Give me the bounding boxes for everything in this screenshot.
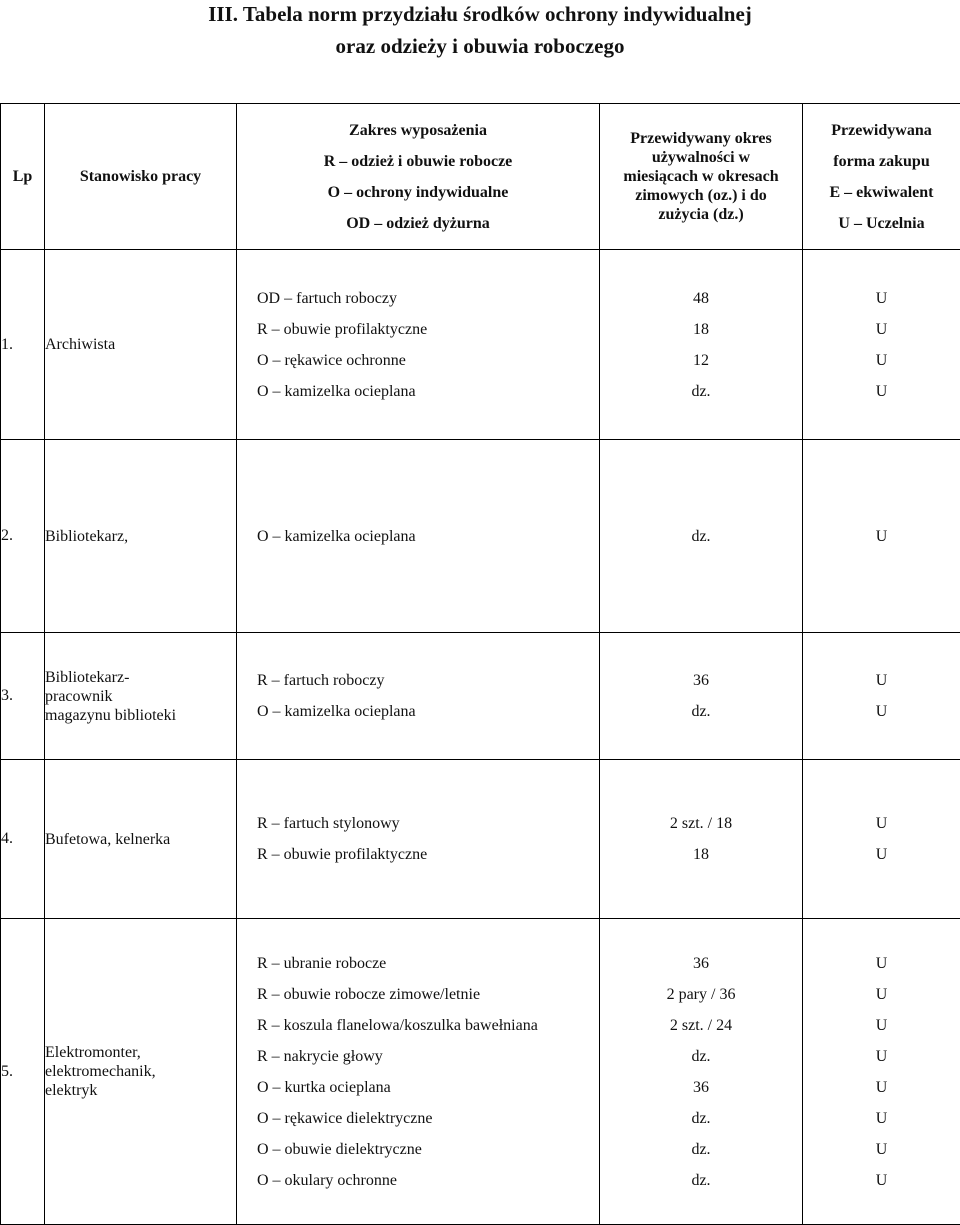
usage-period-value: dz. <box>600 1041 802 1072</box>
stanowisko-line: elektryk <box>45 1081 236 1100</box>
equipment-item-value: R – fartuch roboczy <box>237 665 599 696</box>
purchase-form-value: U <box>803 1041 960 1072</box>
table-row <box>1 250 960 440</box>
header-zakres-line: OD – odzież dyżurna <box>237 208 599 239</box>
table-row <box>1 919 960 1225</box>
stanowisko-cell <box>45 919 237 1225</box>
row-number: 4. <box>1 760 45 919</box>
equipment-item-value: R – koszula flanelowa/koszulka bawełniana <box>237 1010 599 1041</box>
usage-period-value: dz. <box>600 521 802 552</box>
document-title-line-1: III. Tabela norm przydziału środków ochrony indywidualnej <box>0 2 960 27</box>
header-zakres <box>237 104 600 250</box>
purchase-form-value: U <box>803 979 960 1010</box>
usage-period-value: 2 szt. / 18 <box>600 808 802 839</box>
stanowisko-cell <box>45 440 237 633</box>
usage-period-value: dz. <box>600 376 802 407</box>
stanowisko-line: pracownik <box>45 687 236 706</box>
header-forma-line: Przewidywana <box>803 115 960 146</box>
equipment-item-value: R – obuwie profilaktyczne <box>237 839 599 870</box>
usage-period-value: 2 szt. / 24 <box>600 1010 802 1041</box>
header-lp: Lp <box>1 104 45 250</box>
equipment-item-cell <box>237 633 600 760</box>
purchase-form-value: U <box>803 808 960 839</box>
usage-period-value: 36 <box>600 1072 802 1103</box>
header-okres-line: miesiącach w okresach <box>600 167 802 186</box>
header-stanowisko: Stanowisko pracy <box>45 104 237 250</box>
header-zakres-line: O – ochrony indywidualne <box>237 177 599 208</box>
usage-period-cell <box>600 440 803 633</box>
purchase-form-value: U <box>803 1134 960 1165</box>
equipment-item-value: O – okulary ochronne <box>237 1165 599 1196</box>
usage-period-cell <box>600 760 803 919</box>
purchase-form-value: U <box>803 1072 960 1103</box>
header-okres-line: Przewidywany okres <box>600 129 802 148</box>
row-number: 1. <box>1 250 45 440</box>
equipment-item-value: R – obuwie robocze zimowe/letnie <box>237 979 599 1010</box>
usage-period-value: dz. <box>600 1134 802 1165</box>
header-okres-line: używalności w <box>600 148 802 167</box>
purchase-form-value: U <box>803 696 960 727</box>
equipment-item-value: R – ubranie robocze <box>237 948 599 979</box>
stanowisko-cell <box>45 633 237 760</box>
equipment-item-value: O – kamizelka ocieplana <box>237 376 599 407</box>
equipment-item-value: O – obuwie dielektryczne <box>237 1134 599 1165</box>
table-row <box>1 440 960 633</box>
header-forma-line: E – ekwiwalent <box>803 177 960 208</box>
equipment-item-cell <box>237 760 600 919</box>
equipment-item-cell <box>237 250 600 440</box>
stanowisko-line: Elektromonter, <box>45 1043 236 1062</box>
purchase-form-value: U <box>803 839 960 870</box>
header-zakres-line: Zakres wyposażenia <box>237 115 599 146</box>
equipment-item-value: O – kamizelka ocieplana <box>237 521 599 552</box>
stanowisko-line: elektromechanik, <box>45 1062 236 1081</box>
purchase-form-value: U <box>803 376 960 407</box>
purchase-form-value: U <box>803 283 960 314</box>
stanowisko-line: magazynu biblioteki <box>45 706 236 725</box>
usage-period-cell <box>600 633 803 760</box>
usage-period-value: 36 <box>600 948 802 979</box>
ppe-norms-table <box>0 103 960 1225</box>
stanowisko-line: Bibliotekarz- <box>45 668 236 687</box>
equipment-item-value: OD – fartuch roboczy <box>237 283 599 314</box>
row-number: 2. <box>1 440 45 633</box>
usage-period-value: dz. <box>600 696 802 727</box>
header-forma <box>803 104 960 250</box>
purchase-form-cell <box>803 440 960 633</box>
usage-period-value: dz. <box>600 1103 802 1134</box>
equipment-item-value: R – fartuch stylonowy <box>237 808 599 839</box>
stanowisko-cell <box>45 760 237 919</box>
usage-period-cell <box>600 919 803 1225</box>
purchase-form-cell <box>803 919 960 1225</box>
table-row <box>1 633 960 760</box>
purchase-form-value: U <box>803 665 960 696</box>
header-forma-line: U – Uczelnia <box>803 208 960 239</box>
equipment-item-value: O – kurtka ocieplana <box>237 1072 599 1103</box>
purchase-form-value: U <box>803 521 960 552</box>
equipment-item-value: O – rękawice ochronne <box>237 345 599 376</box>
purchase-form-cell <box>803 633 960 760</box>
stanowisko-line: Archiwista <box>45 335 236 354</box>
purchase-form-value: U <box>803 345 960 376</box>
purchase-form-value: U <box>803 1103 960 1134</box>
purchase-form-cell <box>803 760 960 919</box>
stanowisko-line: Bibliotekarz, <box>45 527 236 546</box>
usage-period-value: dz. <box>600 1165 802 1196</box>
usage-period-value: 18 <box>600 839 802 870</box>
purchase-form-value: U <box>803 1165 960 1196</box>
row-number: 3. <box>1 633 45 760</box>
equipment-item-value: O – rękawice dielektryczne <box>237 1103 599 1134</box>
stanowisko-line: Bufetowa, kelnerka <box>45 830 236 849</box>
purchase-form-value: U <box>803 948 960 979</box>
usage-period-value: 36 <box>600 665 802 696</box>
equipment-item-cell <box>237 919 600 1225</box>
header-okres-line: zużycia (dz.) <box>600 205 802 224</box>
usage-period-value: 48 <box>600 283 802 314</box>
table-row <box>1 760 960 919</box>
purchase-form-value: U <box>803 314 960 345</box>
purchase-form-value: U <box>803 1010 960 1041</box>
stanowisko-cell <box>45 250 237 440</box>
equipment-item-value: R – nakrycie głowy <box>237 1041 599 1072</box>
purchase-form-cell <box>803 250 960 440</box>
header-okres <box>600 104 803 250</box>
header-forma-line: forma zakupu <box>803 146 960 177</box>
equipment-item-value: O – kamizelka ocieplana <box>237 696 599 727</box>
usage-period-cell <box>600 250 803 440</box>
document-title-line-2: oraz odzieży i obuwia roboczego <box>0 34 960 59</box>
header-okres-line: zimowych (oz.) i do <box>600 186 802 205</box>
table-header-row <box>1 104 960 250</box>
usage-period-value: 18 <box>600 314 802 345</box>
equipment-item-value: R – obuwie profilaktyczne <box>237 314 599 345</box>
equipment-item-cell <box>237 440 600 633</box>
header-zakres-line: R – odzież i obuwie robocze <box>237 146 599 177</box>
usage-period-value: 2 pary / 36 <box>600 979 802 1010</box>
row-number: 5. <box>1 919 45 1225</box>
usage-period-value: 12 <box>600 345 802 376</box>
